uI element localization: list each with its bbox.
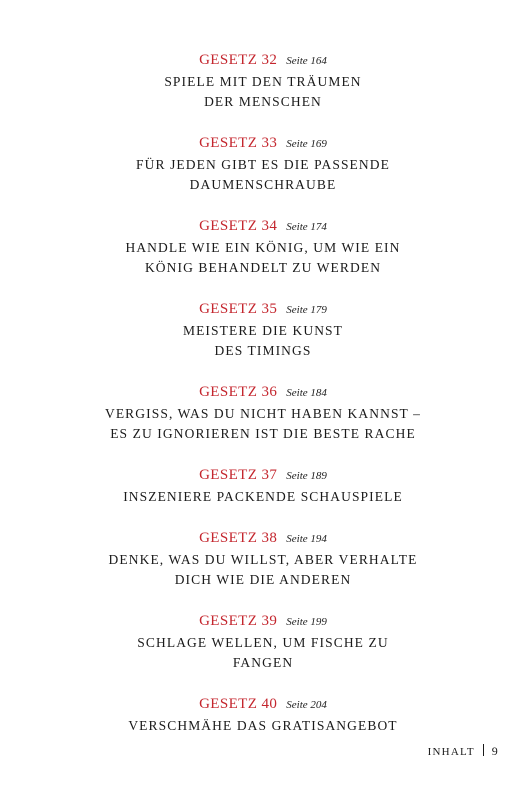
law-title-line: ES ZU IGNORIEREN IST DIE BESTE RACHE — [110, 426, 416, 441]
toc-entry — [0, 463, 526, 507]
law-title-line: INSZENIERE PACKENDE SCHAUSPIELE — [123, 489, 403, 504]
toc-entry — [0, 609, 526, 673]
toc-entry — [0, 131, 526, 195]
toc-entry — [0, 48, 526, 112]
law-title-line: DICH WIE DIE ANDEREN — [174, 572, 352, 587]
toc-entry-heading — [0, 131, 526, 155]
footer-section-label: INHALT — [427, 746, 475, 758]
toc-entry — [0, 214, 526, 278]
page-reference: Seite 179 — [286, 304, 327, 316]
toc-entry-heading — [0, 214, 526, 238]
toc-entry — [0, 526, 526, 590]
law-title-line: DER MENSCHEN — [204, 94, 322, 109]
toc-entry-heading — [0, 692, 526, 716]
page-reference: Seite 164 — [286, 55, 327, 67]
toc-entry — [0, 380, 526, 444]
page-reference: Seite 194 — [286, 533, 327, 545]
toc-entry-heading — [0, 526, 526, 550]
law-title-line: SCHLAGE WELLEN, UM FISCHE ZU — [137, 635, 389, 650]
toc-entry-heading — [0, 380, 526, 404]
page-reference: Seite 169 — [286, 138, 327, 150]
law-number-label: GESETZ 33 — [199, 135, 278, 151]
law-title-line: VERGISS, WAS DU NICHT HABEN KANNST – — [104, 406, 421, 421]
law-title-line: FÜR JEDEN GIBT ES DIE PASSENDE — [136, 157, 390, 172]
law-title-line: SPIELE MIT DEN TRÄUMEN — [164, 74, 362, 89]
law-number-label: GESETZ 37 — [199, 467, 278, 483]
page-reference: Seite 199 — [286, 616, 327, 628]
law-title-line: MEISTERE DIE KUNST — [182, 323, 344, 338]
footer-divider — [483, 744, 484, 756]
table-of-contents — [0, 48, 526, 755]
law-number-label: GESETZ 34 — [199, 218, 278, 234]
page-reference: Seite 174 — [286, 221, 327, 233]
page-reference: Seite 189 — [286, 470, 327, 482]
page-number: 9 — [491, 744, 499, 758]
toc-entry-heading — [0, 48, 526, 72]
law-number-label: GESETZ 38 — [199, 530, 278, 546]
law-title-line: HANDLE WIE EIN KÖNIG, UM WIE EIN — [125, 240, 401, 255]
page-reference: Seite 204 — [286, 699, 327, 711]
law-title-line: VERSCHMÄHE DAS GRATISANGEBOT — [128, 718, 398, 733]
law-number-label: GESETZ 36 — [199, 384, 278, 400]
toc-entry-heading — [0, 463, 526, 487]
toc-entry-heading — [0, 609, 526, 633]
law-number-label: GESETZ 35 — [199, 301, 278, 317]
law-number-label: GESETZ 40 — [199, 696, 278, 712]
toc-entry-heading — [0, 297, 526, 321]
toc-entry — [0, 297, 526, 361]
law-title-line: DES TIMINGS — [214, 343, 312, 358]
law-title-line: DAUMENSCHRAUBE — [189, 177, 337, 192]
law-number-label: GESETZ 39 — [199, 613, 278, 629]
law-title-line: KÖNIG BEHANDELT ZU WERDEN — [144, 260, 382, 275]
law-number-label: GESETZ 32 — [199, 52, 278, 68]
law-title-line: DENKE, WAS DU WILLST, ABER VERHALTE — [108, 552, 418, 567]
law-title-line: FANGEN — [232, 655, 294, 670]
page-reference: Seite 184 — [286, 387, 327, 399]
toc-entry — [0, 692, 526, 736]
page-footer — [428, 744, 499, 759]
